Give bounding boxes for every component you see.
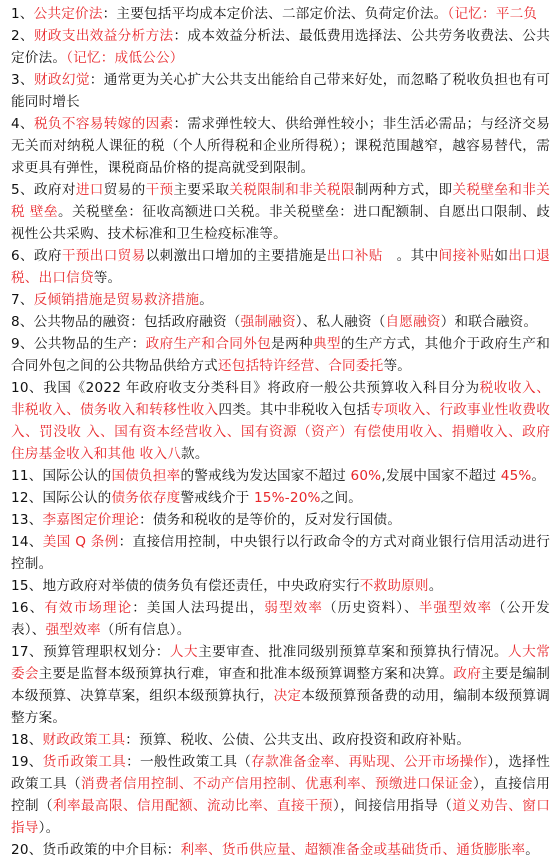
highlight-text: 美国 Q 条例 <box>42 534 119 550</box>
body-text: 四类。其中非税收入包括 <box>218 402 371 418</box>
note-item <box>11 311 550 333</box>
body-text: 11、国际公认的 <box>11 468 112 484</box>
body-text: ：通常更为关心扩大公共支出能给自己带来好处，而忽略了税收负担也有可能同时增长 <box>11 72 550 110</box>
body-text: 等。 <box>383 358 412 374</box>
note-item <box>11 641 550 729</box>
body-text: 本级预算预备费的动用，编制本级预算调整方案。 <box>11 688 550 726</box>
note-item <box>11 487 550 509</box>
note-item <box>11 289 550 311</box>
body-text: ,发展中国家不超过 <box>381 468 501 484</box>
highlight-text: 进口 <box>75 182 104 198</box>
body-text: 主要采取 <box>173 182 230 198</box>
highlight-text: 财政支出效益分析方法 <box>33 28 174 44</box>
highlight-text: 关税限制和非关税限 <box>229 182 355 198</box>
body-text: ）。 <box>38 820 60 836</box>
highlight-text: 财政政策工具 <box>42 732 126 748</box>
body-text: ），直接信用控制（ <box>11 776 550 814</box>
body-text: 7、 <box>11 292 34 308</box>
body-text: ：需求弹性较大、供给弹性较小；非生活必需品；与经济交易无关而对纳税人课征的税（个人所得税和企业所得税）；课税范围越窄，越容易替代，需求更具有弹性，课税商品价格的提高就受到限制。 <box>11 116 550 176</box>
body-text: 12、国际公认的 <box>11 490 112 506</box>
note-item <box>11 377 550 465</box>
highlight-text: 债务依存度 <box>111 490 181 506</box>
body-text: 贸易的 <box>103 182 146 198</box>
body-text: 是两种 <box>271 336 313 352</box>
body-text: 18、 <box>11 732 43 748</box>
highlight-text: 关税壁垒和非关税 壁垒 <box>11 182 550 220</box>
body-text: ）和联合融资。 <box>440 314 538 330</box>
body-text: （所有信息）。 <box>100 622 191 638</box>
highlight-text: 财政幻觉 <box>33 72 90 88</box>
note-item <box>11 179 550 245</box>
body-text: 以刺激出口增加的主要措施是 <box>145 248 327 264</box>
body-text: 的警戒线为发达国家不超过 <box>180 468 351 484</box>
highlight-text: 人大常委会 <box>11 644 551 682</box>
highlight-text: 存款准备金率、再贴现、公开市场操作 <box>251 754 488 770</box>
highlight-text: （记忆：平二负 <box>447 6 538 22</box>
body-text: （历史资料）、 <box>322 600 419 616</box>
body-text: ：预算、税收、公债、公共支出、政府投资和政府补贴。 <box>125 732 471 748</box>
note-item <box>11 575 550 597</box>
body-text: 14、 <box>11 534 43 550</box>
highlight-text: 还包括特许经营、合同委托 <box>217 358 384 374</box>
body-text: 。其中 <box>382 248 439 264</box>
highlight-text: 国债负担率 <box>111 468 181 484</box>
body-text: 10、我国《2022 年政府收支分类科目》将政府一般公共预算收入科目分为 <box>11 380 480 396</box>
highlight-text: 政府 <box>453 666 481 682</box>
body-text: 5、政府对 <box>11 182 76 198</box>
body-text: 2、 <box>11 28 34 44</box>
body-text: 主要是监督本级预算执行难，审查和批准本级预算调整方案和决算。 <box>38 666 454 682</box>
body-text: 主要是编制本级预算、决算草案，组织本级预算执行， <box>11 666 551 704</box>
highlight-text: 60% <box>350 468 382 484</box>
highlight-text: 弱型效率 <box>264 600 323 616</box>
body-text: 如 <box>494 248 509 264</box>
body-text: 。关税壁垒：征收高额进口关税。非关税壁垒：进口配额制、自愿出口限制、歧视性公共采购、技术标准和卫生检疫标准等。 <box>11 204 551 242</box>
body-text: 主要审查、批准同级别预算草案和预算执行情况。 <box>198 644 509 660</box>
highlight-text: 李嘉图定价理论 <box>42 512 140 528</box>
highlight-text: 出口补贴 <box>326 248 383 264</box>
note-item <box>11 3 550 25</box>
body-text: 13、 <box>11 512 43 528</box>
body-text: （公开发表）、 <box>11 600 550 638</box>
highlight-text: 自愿融资 <box>385 314 441 330</box>
note-item <box>11 69 550 113</box>
highlight-text: 专项收入、行政事业性收费收入、罚没收 入、国有资本经营收入、国有资源（资产）有偿使用收入、捐赠收入、政府住房基金收入和其他 收入八 <box>11 402 550 462</box>
note-item <box>11 597 550 641</box>
highlight-text: 典型 <box>312 336 341 352</box>
highlight-text: 反倾销措施是贸易救济措施 <box>33 292 200 308</box>
body-text: ：美国人法玛提出， <box>132 600 265 616</box>
body-text: 的生产方式，其他介于政府生产和合同外包之间的公共物品供给方式 <box>11 336 550 374</box>
body-text: ：主要包括平均成本定价法、二部定价法、负荷定价法。 <box>102 6 448 22</box>
note-item <box>11 509 550 531</box>
highlight-text: 税收收入、非税收入、债务收入和转移性收入 <box>11 380 550 418</box>
body-text: 9、公共物品的生产： <box>11 336 146 352</box>
body-text: 。 <box>428 578 443 594</box>
highlight-text: 消费者信用控制、不动产信用控制、优惠利率、预缴进口保证金 <box>81 776 473 792</box>
highlight-text: 税负不容易转嫁的因素 <box>33 116 174 132</box>
body-text: ：债务和税收的是等价的，反对发行国债。 <box>139 512 402 528</box>
highlight-text: 45% <box>500 468 532 484</box>
highlight-text: 有效市场理论 <box>44 600 133 616</box>
body-text: 警戒线介于 <box>180 490 254 506</box>
highlight-text: 决定 <box>273 688 302 704</box>
body-text: 。 <box>531 468 546 484</box>
highlight-text: 15%-20% <box>253 490 321 506</box>
body-text: ）、私人融资（ <box>295 314 386 330</box>
body-text: 17、预算管理职权划分： <box>11 644 170 660</box>
highlight-text: 利率、货币供应量、超额准备金或基础货币、通货膨胀率 <box>180 842 526 858</box>
note-item <box>11 729 550 751</box>
highlight-text: 不救助原则 <box>359 578 429 594</box>
highlight-text: 半强型效率 <box>418 600 493 616</box>
highlight-text: 利率最高限、信用配额、流动比率、直接干预 <box>53 798 333 814</box>
body-text: 1、 <box>11 6 34 22</box>
note-item <box>11 531 550 575</box>
body-text: 款。 <box>181 446 209 462</box>
body-text: ：一般性政策工具（ <box>126 754 252 770</box>
highlight-text: （记忆：成低公公） <box>66 50 184 66</box>
body-text: ），间接信用指导（ <box>333 798 453 814</box>
body-text: 4、 <box>11 116 34 132</box>
note-item <box>11 245 550 289</box>
body-text: 3、 <box>11 72 34 88</box>
body-text: ），选择性政策工具（ <box>11 754 551 792</box>
body-text: 20、货币政策的中介目标： <box>11 842 181 858</box>
highlight-text: 出口退税、出口信贷 <box>11 248 550 286</box>
highlight-text: 间接补贴 <box>438 248 495 264</box>
body-text: ：直接信用控制，中央银行以行政命令的方式对商业银行信用活动进行控制。 <box>11 534 550 572</box>
note-item <box>11 751 550 839</box>
body-text: 。 <box>525 842 540 858</box>
highlight-text: 干预出口贸易 <box>61 248 146 264</box>
note-item <box>11 25 550 69</box>
highlight-text: 政府生产和合同外包 <box>145 336 272 352</box>
body-text: 19、 <box>11 754 43 770</box>
body-text: 16、 <box>11 600 45 616</box>
highlight-text: 人大 <box>169 644 199 660</box>
body-text: 15、地方政府对举债的债务负有偿还责任，中央政府实行 <box>11 578 360 594</box>
body-text: 等。 <box>93 270 122 286</box>
note-item <box>11 333 550 377</box>
body-text: ：成本效益分析法、最低费用选择法、公共劳务收费法、公共定价法。 <box>11 28 550 66</box>
body-text: 6、政府 <box>11 248 62 264</box>
body-text: 制两种方式，即 <box>354 182 453 198</box>
highlight-text: 货币政策工具 <box>42 754 127 770</box>
note-item <box>11 465 550 487</box>
highlight-text: 干预 <box>145 182 174 198</box>
note-item <box>11 113 550 179</box>
note-item <box>11 839 550 861</box>
highlight-text: 公共定价法 <box>33 6 103 22</box>
highlight-text: 道义劝告、窗口指导 <box>11 798 550 836</box>
body-text: 之间。 <box>320 490 363 506</box>
highlight-text: 强型效率 <box>45 622 101 638</box>
highlight-text: 强制融资 <box>240 314 296 330</box>
body-text: 。 <box>199 292 213 308</box>
body-text: 8、公共物品的融资：包括政府融资（ <box>11 314 241 330</box>
